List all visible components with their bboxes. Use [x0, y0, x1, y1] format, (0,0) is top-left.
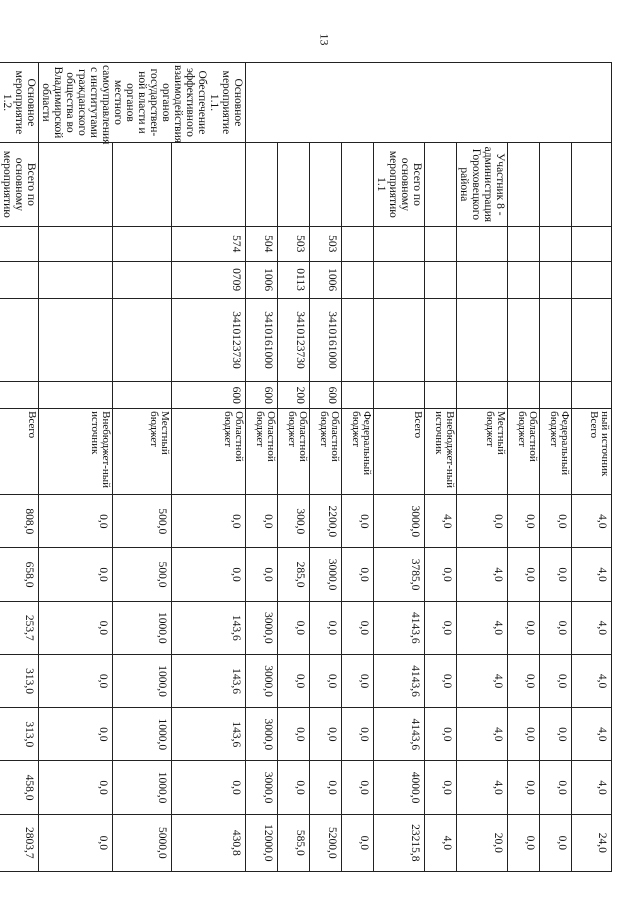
cell-csr: [457, 298, 508, 382]
cell-source: Областной бюджет: [310, 409, 342, 495]
cell-value: 0,0: [39, 654, 113, 707]
cell-rz: 0709: [172, 261, 246, 298]
cell-value: 0,0: [310, 601, 342, 654]
cell-vr: 200: [278, 382, 310, 409]
cell-c2: [540, 142, 572, 226]
cell-value: 0,0: [342, 708, 374, 761]
cell-value: 3785,0: [374, 548, 425, 601]
cell-value: 12000,0: [246, 814, 278, 871]
cell-vr: 600: [310, 382, 342, 409]
cell-c2: [39, 142, 113, 226]
cell-csr: [374, 298, 425, 382]
cell-vr: [508, 382, 540, 409]
cell-value: 0,0: [310, 654, 342, 707]
cell-grbs: [374, 226, 425, 261]
cell-value: 3000,0: [246, 761, 278, 814]
cell-value: 4,0: [457, 548, 508, 601]
cell-csr: 3410161000: [246, 298, 278, 382]
cell-value: 20,0: [457, 814, 508, 871]
cell-value: 0,0: [172, 495, 246, 548]
cell-value: 0,0: [508, 601, 540, 654]
cell-source: Всего: [374, 409, 425, 495]
cell-vr: [112, 382, 171, 409]
cell-csr: [508, 298, 540, 382]
cell-value: 0,0: [508, 708, 540, 761]
cell-value: 4,0: [457, 601, 508, 654]
budget-table: [0, 62, 612, 872]
cell-csr: [39, 298, 113, 382]
cell-value: 808,0: [0, 495, 39, 548]
cell-value: 0,0: [342, 495, 374, 548]
cell-value: 0,0: [310, 708, 342, 761]
cell-rz: 1006: [310, 261, 342, 298]
cell-value: 0,0: [540, 654, 572, 707]
cell-value: 4143,6: [374, 708, 425, 761]
cell-c1: Основное мероприятие 1.1. Обеспечение эффективного взаимодействия органов государствен-ной власти и органов местного самоуправления с институтами гражданского общества во Владимирской области: [39, 63, 246, 143]
cell-grbs: [425, 226, 457, 261]
cell-value: 0,0: [342, 548, 374, 601]
cell-value: 0,0: [540, 814, 572, 871]
cell-value: 0,0: [425, 601, 457, 654]
cell-value: 4,0: [572, 654, 612, 707]
cell-rz: 0113: [278, 261, 310, 298]
cell-value: 0,0: [540, 548, 572, 601]
cell-value: 4,0: [457, 708, 508, 761]
cell-value: 0,0: [425, 761, 457, 814]
cell-value: 1000,0: [112, 601, 171, 654]
cell-value: 2200,0: [310, 495, 342, 548]
cell-value: 0,0: [246, 495, 278, 548]
cell-grbs: 504: [246, 226, 278, 261]
rotated-table-area: [1, 62, 612, 872]
cell-rz: [0, 261, 39, 298]
cell-rz: [508, 261, 540, 298]
cell-value: 0,0: [278, 761, 310, 814]
table-row: [540, 63, 572, 872]
cell-value: 1000,0: [112, 654, 171, 707]
cell-value: 313,0: [0, 654, 39, 707]
cell-csr: 3410123730: [278, 298, 310, 382]
cell-c2: [246, 142, 278, 226]
cell-value: 4,0: [572, 708, 612, 761]
cell-value: 0,0: [246, 548, 278, 601]
cell-source: Федеральный бюджет: [342, 409, 374, 495]
cell-value: 0,0: [39, 495, 113, 548]
table-row: [342, 63, 374, 872]
table-row: [246, 63, 278, 872]
cell-value: 500,0: [112, 548, 171, 601]
cell-source: Федеральный бюджет: [540, 409, 572, 495]
cell-value: 143,6: [172, 654, 246, 707]
cell-rz: [374, 261, 425, 298]
cell-vr: [342, 382, 374, 409]
cell-grbs: [112, 226, 171, 261]
cell-csr: 3410123730: [172, 298, 246, 382]
cell-vr: 600: [246, 382, 278, 409]
table-row: [39, 63, 113, 872]
cell-value: 0,0: [39, 708, 113, 761]
cell-value: 313,0: [0, 708, 39, 761]
cell-grbs: [39, 226, 113, 261]
cell-value: 4,0: [425, 495, 457, 548]
cell-rz: [112, 261, 171, 298]
cell-value: 4,0: [572, 761, 612, 814]
cell-value: 458,0: [0, 761, 39, 814]
cell-csr: [0, 298, 39, 382]
cell-grbs: [508, 226, 540, 261]
cell-vr: [0, 382, 39, 409]
cell-value: 5000,0: [112, 814, 171, 871]
table-row: [457, 63, 508, 872]
cell-csr: [572, 298, 612, 382]
cell-vr: 600: [172, 382, 246, 409]
cell-value: 1000,0: [112, 761, 171, 814]
cell-value: 0,0: [508, 495, 540, 548]
table-body: [0, 63, 612, 872]
cell-value: 0,0: [342, 761, 374, 814]
cell-source: Областной бюджет: [246, 409, 278, 495]
cell-vr: [39, 382, 113, 409]
cell-c2: Всего по основному мероприятию: [0, 142, 39, 226]
cell-value: 1000,0: [112, 708, 171, 761]
cell-vr: [457, 382, 508, 409]
cell-csr: [342, 298, 374, 382]
cell-value: 4,0: [572, 548, 612, 601]
cell-value: 3000,0: [246, 601, 278, 654]
table-row: [278, 63, 310, 872]
cell-grbs: [342, 226, 374, 261]
cell-value: 0,0: [508, 761, 540, 814]
cell-value: 24,0: [572, 814, 612, 871]
table-row: [374, 63, 425, 872]
cell-source: Областной бюджет: [278, 409, 310, 495]
cell-source: Местный бюджет: [457, 409, 508, 495]
cell-rz: [457, 261, 508, 298]
cell-value: 3000,0: [246, 654, 278, 707]
cell-value: 0,0: [39, 761, 113, 814]
cell-csr: [425, 298, 457, 382]
cell-csr: [112, 298, 171, 382]
cell-value: 4000,0: [374, 761, 425, 814]
cell-value: 658,0: [0, 548, 39, 601]
cell-grbs: [572, 226, 612, 261]
cell-value: 23215,8: [374, 814, 425, 871]
cell-source: Местный бюджет: [112, 409, 171, 495]
table-row: [508, 63, 540, 872]
cell-grbs: 503: [310, 226, 342, 261]
cell-value: 4,0: [572, 601, 612, 654]
cell-value: 0,0: [342, 601, 374, 654]
cell-value: 3000,0: [374, 495, 425, 548]
cell-value: 4,0: [425, 814, 457, 871]
cell-value: 3000,0: [310, 548, 342, 601]
cell-value: 4,0: [572, 495, 612, 548]
cell-c2: [112, 142, 171, 226]
cell-source: Всего: [0, 409, 39, 495]
cell-c2: Всего по основному мероприятию 1.1: [374, 142, 425, 226]
cell-value: 585,0: [278, 814, 310, 871]
cell-vr: [572, 382, 612, 409]
cell-value: 4,0: [457, 761, 508, 814]
cell-source: Областной бюджет: [508, 409, 540, 495]
cell-value: 4143,6: [374, 654, 425, 707]
cell-value: 0,0: [342, 814, 374, 871]
cell-source: ный источник Всего: [572, 409, 612, 495]
cell-c2: [310, 142, 342, 226]
cell-source: Внебюджет-ный источник: [425, 409, 457, 495]
cell-rz: 1006: [246, 261, 278, 298]
cell-rz: [425, 261, 457, 298]
cell-rz: [572, 261, 612, 298]
cell-value: 0,0: [278, 708, 310, 761]
cell-c2: [508, 142, 540, 226]
cell-value: 0,0: [310, 761, 342, 814]
cell-csr: 3410161000: [310, 298, 342, 382]
table-row: [572, 63, 612, 872]
cell-value: 0,0: [342, 654, 374, 707]
cell-value: 2803,7: [0, 814, 39, 871]
cell-value: 4,0: [457, 654, 508, 707]
cell-value: 143,6: [172, 708, 246, 761]
cell-value: 143,6: [172, 601, 246, 654]
cell-value: 0,0: [39, 814, 113, 871]
cell-value: 0,0: [39, 548, 113, 601]
page-number: 13: [317, 33, 332, 46]
cell-source: Областной бюджет: [172, 409, 246, 495]
cell-value: 0,0: [425, 654, 457, 707]
cell-rz: [39, 261, 113, 298]
cell-source: Внебюджет-ный источник: [39, 409, 113, 495]
cell-value: 0,0: [457, 495, 508, 548]
table-rotated-container: [1, 62, 612, 872]
table-row: [112, 63, 171, 872]
cell-grbs: 574: [172, 226, 246, 261]
cell-value: 5200,0: [310, 814, 342, 871]
table-row: [310, 63, 342, 872]
cell-value: 0,0: [540, 708, 572, 761]
cell-c2: [425, 142, 457, 226]
cell-value: 0,0: [540, 601, 572, 654]
cell-vr: [540, 382, 572, 409]
cell-value: 0,0: [172, 548, 246, 601]
cell-c2: Участник 8 - администрация Гороховецкого района: [457, 142, 508, 226]
cell-c2: [278, 142, 310, 226]
cell-value: 0,0: [278, 654, 310, 707]
cell-c1: [246, 63, 612, 143]
cell-csr: [540, 298, 572, 382]
cell-value: 0,0: [540, 495, 572, 548]
cell-value: 430,8: [172, 814, 246, 871]
cell-grbs: [540, 226, 572, 261]
cell-rz: [342, 261, 374, 298]
cell-value: 0,0: [540, 761, 572, 814]
cell-vr: [425, 382, 457, 409]
table-row: [172, 63, 246, 872]
cell-value: 285,0: [278, 548, 310, 601]
cell-c1: Основное мероприятие 1.2.: [0, 63, 39, 143]
cell-c2: [342, 142, 374, 226]
cell-value: 0,0: [508, 814, 540, 871]
cell-value: 0,0: [425, 708, 457, 761]
cell-c2: [572, 142, 612, 226]
cell-value: 4143,6: [374, 601, 425, 654]
cell-grbs: [457, 226, 508, 261]
cell-value: 0,0: [508, 548, 540, 601]
cell-c2: [172, 142, 246, 226]
cell-value: 300,0: [278, 495, 310, 548]
cell-grbs: 503: [278, 226, 310, 261]
cell-grbs: [0, 226, 39, 261]
cell-value: 0,0: [425, 548, 457, 601]
cell-vr: [374, 382, 425, 409]
table-row: [425, 63, 457, 872]
cell-value: 0,0: [172, 761, 246, 814]
cell-value: 500,0: [112, 495, 171, 548]
cell-value: 0,0: [508, 654, 540, 707]
cell-rz: [540, 261, 572, 298]
table-row: [0, 63, 39, 872]
cell-value: 3000,0: [246, 708, 278, 761]
cell-value: 0,0: [39, 601, 113, 654]
cell-value: 0,0: [278, 601, 310, 654]
cell-value: 253,7: [0, 601, 39, 654]
